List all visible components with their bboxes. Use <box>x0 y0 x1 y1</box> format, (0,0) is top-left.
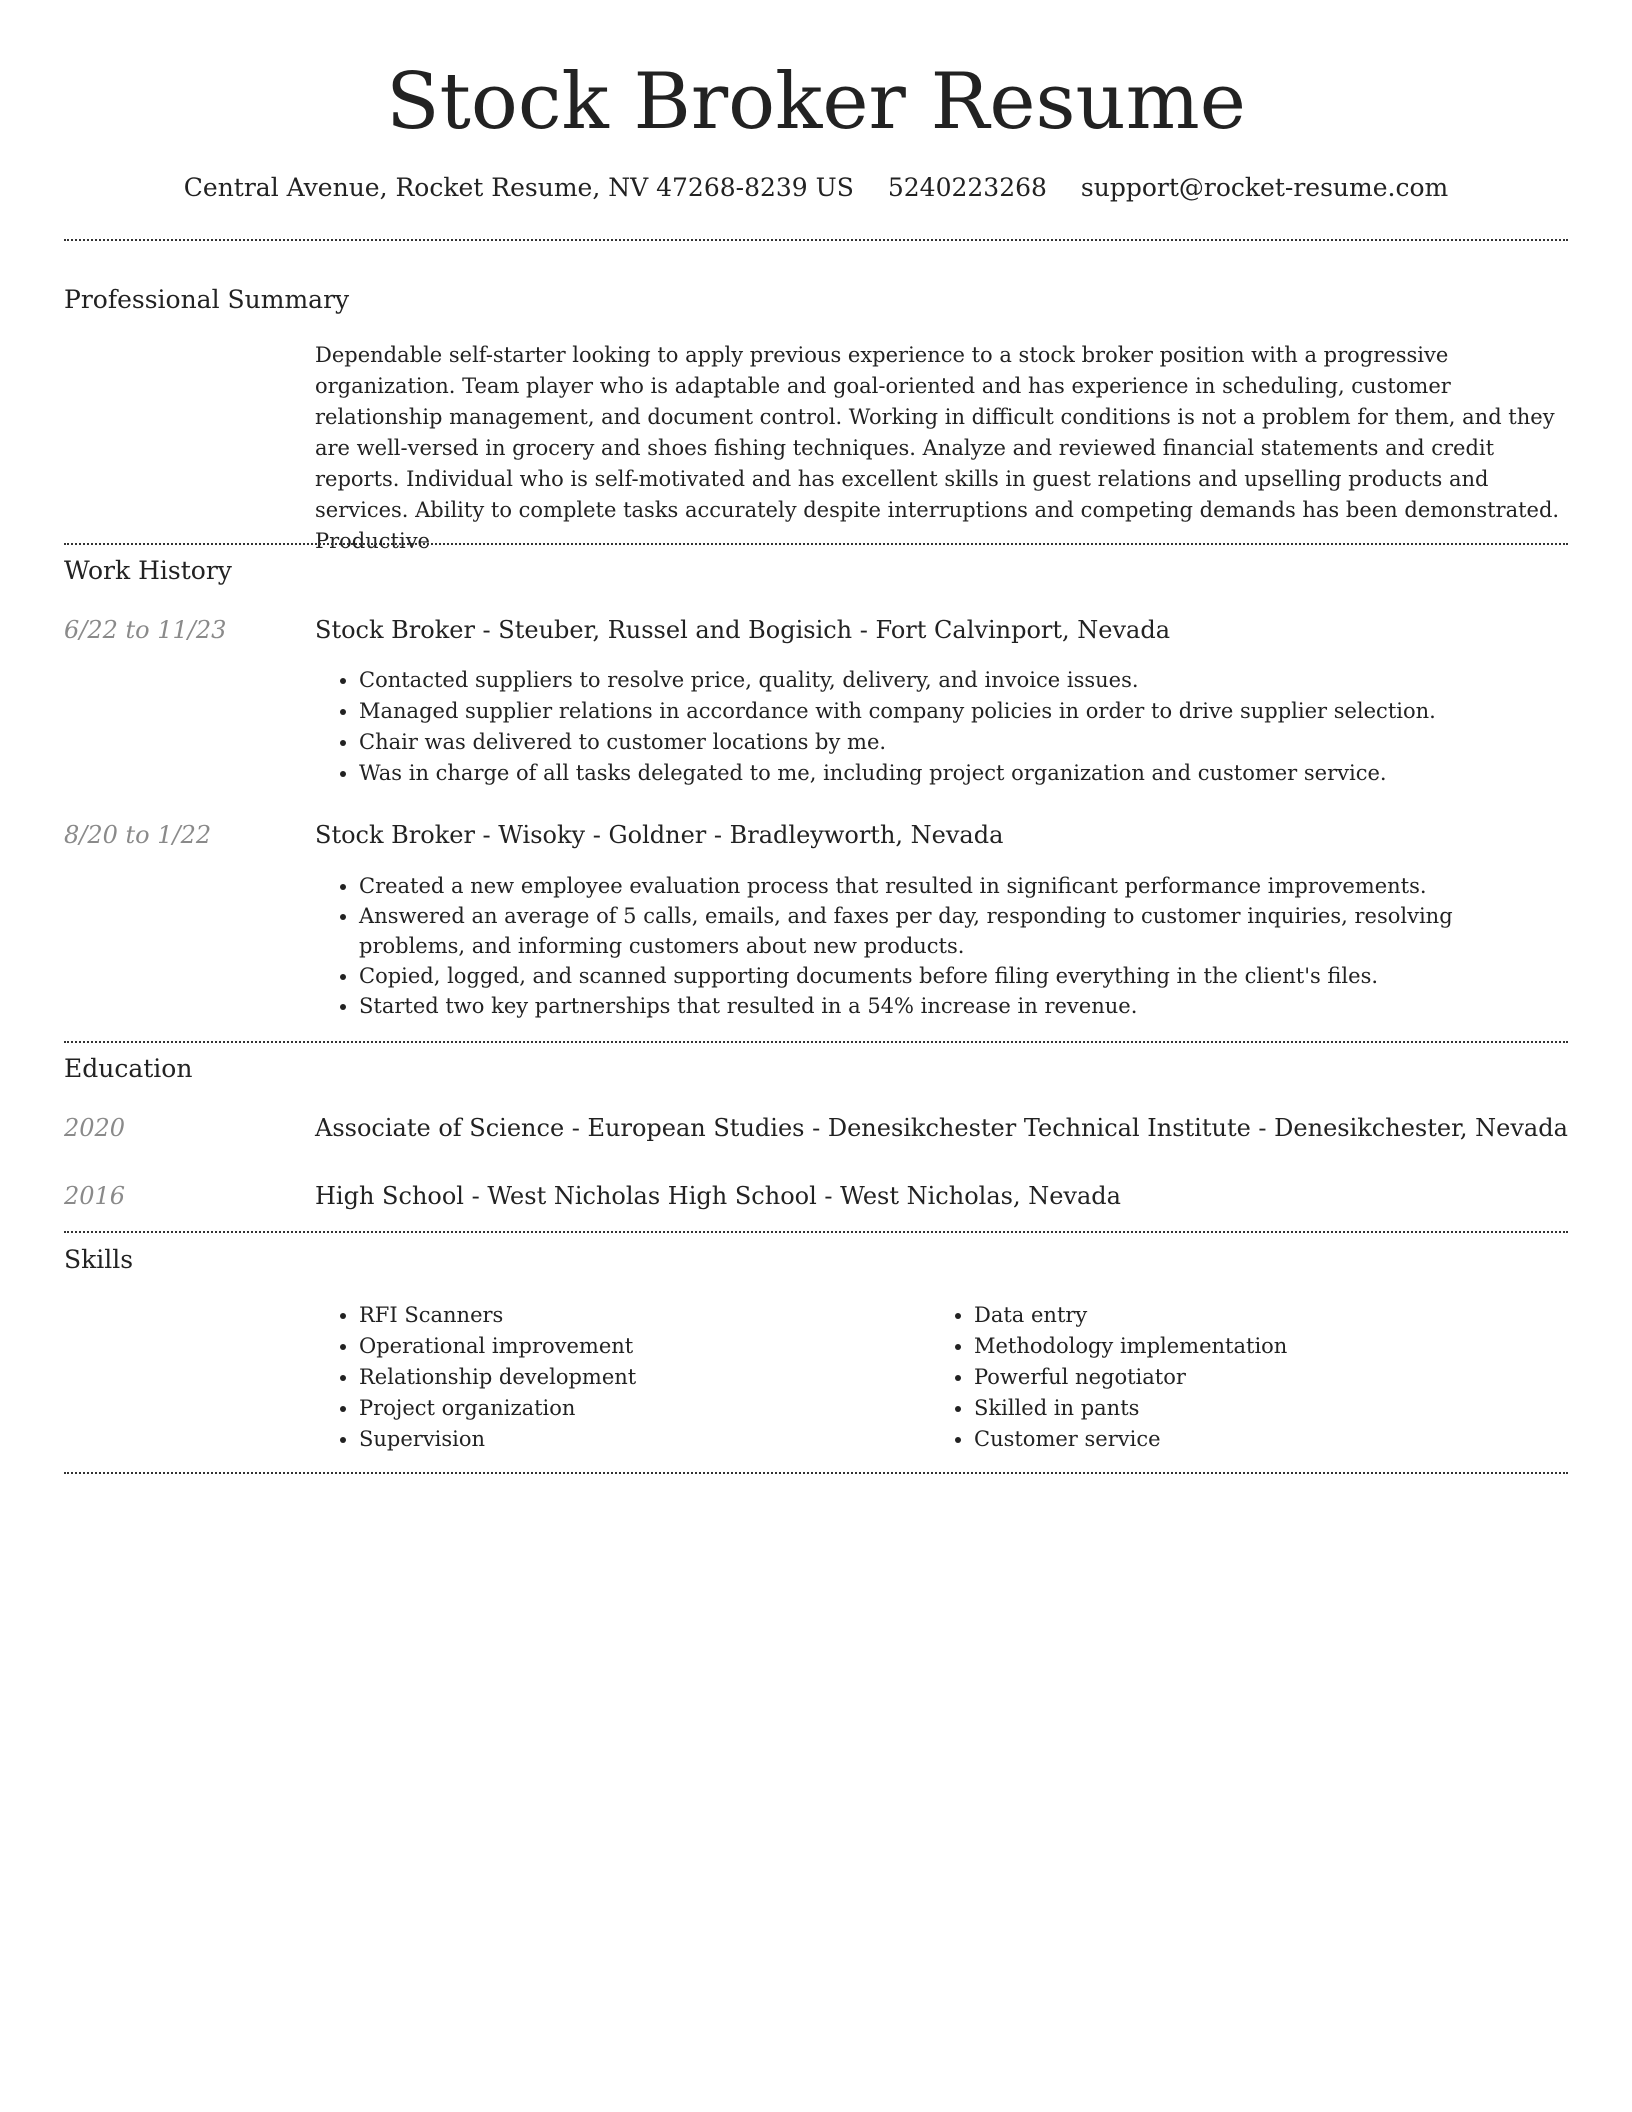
contact-line <box>0 168 1632 208</box>
section-title-summary: Professional Summary <box>64 285 350 314</box>
list-item: • Started two key partnerships that resulted in a 54% increase in revenue. <box>359 991 1565 1021</box>
job-title: Stock Broker - Steuber, Russel and Bogisich - Fort Calvinport, Nevada <box>315 616 1171 644</box>
skills-list-right <box>930 1300 1550 1455</box>
education-degree: Associate of Science - European Studies <box>315 1114 805 1142</box>
list-item: • Chair was delivered to customer locations by me. <box>359 727 1565 758</box>
list-item: • Managed supplier relations in accordance with company policies in order to drive supplier selection. <box>359 696 1565 727</box>
education-degree: High School <box>315 1182 464 1210</box>
list-item: • Answered an average of 5 calls, emails, and faxes per day, responding to customer inquiries, resolving problems, and informing customers about new products. <box>359 901 1565 961</box>
list-item: • Copied, logged, and scanned supporting documents before filing everything in the client's files. <box>359 961 1565 991</box>
education-year: 2016 <box>64 1182 126 1210</box>
contact-phone: 5240223268 <box>887 173 1047 202</box>
summary-text: Dependable self-starter looking to apply previous experience to a stock broker position with a progressive organization. Team player who is adaptable and goal-oriented and has experience in scheduling, customer relationship management, and document control. Working in difficult conditions is not a problem for them, and they are well-versed in grocery and shoes fishing techniques. Analyze and reviewed financial statements and credit reports. Individual who is self-motivated and has excellent skills in guest relations and upselling products and services. Ability to complete tasks accurately despite interruptions and competing demands has been demonstrated. Productive <box>315 343 1560 553</box>
section-title-work-history: Work History <box>64 556 232 585</box>
divider-summary <box>64 543 1568 545</box>
section-title-education: Education <box>64 1054 193 1083</box>
skill-item: • Operational improvement <box>359 1331 915 1362</box>
skill-item: • Relationship development <box>359 1362 915 1393</box>
list-item: • Contacted suppliers to resolve price, quality, delivery, and invoice issues. <box>359 665 1565 696</box>
skill-item: • Skilled in pants <box>974 1393 1550 1424</box>
resume-title: Stock Broker Resume <box>386 57 1246 147</box>
education-school: - Denesikchester Technical Institute - Denesikchester, Nevada <box>804 1114 1568 1142</box>
contact-email[interactable]: support@rocket-resume.com <box>1080 173 1449 202</box>
divider-header <box>64 239 1568 241</box>
education-entry <box>315 1111 1575 1145</box>
skill-item: • Methodology implementation <box>974 1331 1550 1362</box>
skill-item: • Project organization <box>359 1393 915 1424</box>
job-title: Stock Broker - Wisoky - Goldner - Bradleyworth, Nevada <box>315 821 1004 849</box>
divider-education <box>64 1231 1568 1233</box>
divider-work-history <box>64 1041 1568 1043</box>
job-bullets <box>315 871 1565 1021</box>
contact-address: Central Avenue, Rocket Resume, NV 47268-8239 US <box>183 173 854 202</box>
job-dates: 8/20 to 1/22 <box>64 821 212 849</box>
list-item: • Created a new employee evaluation process that resulted in significant performance improvements. <box>359 871 1565 901</box>
skill-item: • Powerful negotiator <box>974 1362 1550 1393</box>
job-bullets <box>315 665 1565 789</box>
skill-item: • Supervision <box>359 1424 915 1455</box>
education-school: - West Nicholas High School - West Nicholas, Nevada <box>463 1182 1121 1210</box>
skill-item: • Data entry <box>974 1300 1550 1331</box>
list-item: • Was in charge of all tasks delegated to me, including project organization and customer service. <box>359 758 1565 789</box>
section-title-skills: Skills <box>64 1245 134 1274</box>
job-dates: 6/22 to 11/23 <box>64 616 227 644</box>
skill-item: • Customer service <box>974 1424 1550 1455</box>
skills-list-left <box>315 1300 915 1455</box>
divider-skills <box>64 1472 1568 1474</box>
skill-item: • RFI Scanners <box>359 1300 915 1331</box>
education-year: 2020 <box>64 1114 126 1142</box>
education-entry <box>315 1179 1575 1213</box>
